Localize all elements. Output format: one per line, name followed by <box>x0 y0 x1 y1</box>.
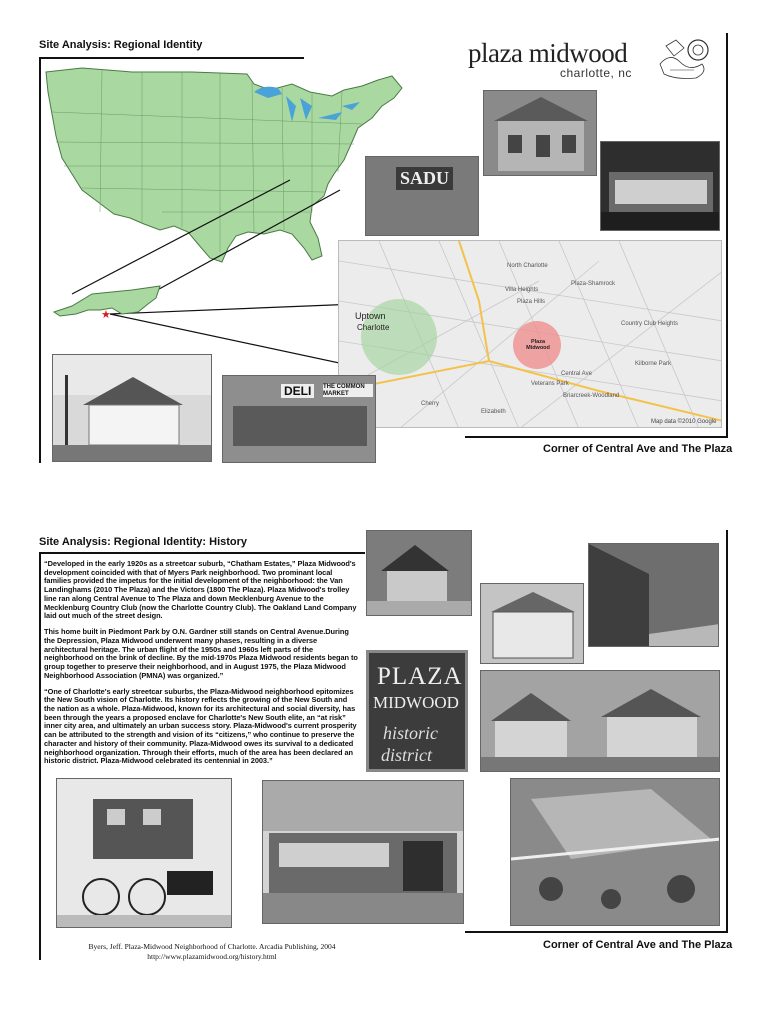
photo-streetcar <box>262 780 464 924</box>
market-sign-text: THE COMMON MARKET <box>323 384 373 397</box>
map-label-kilborne-park: Kilborne Park <box>635 361 672 367</box>
map-label-plaza-hills: Plaza Hills <box>517 299 546 305</box>
history-text <box>44 560 360 773</box>
map-label-briarcreek-woodland: Briarcreek-Woodland <box>563 393 620 399</box>
photo-deli-market <box>222 375 376 463</box>
map-label-cherry: Cherry <box>421 401 440 407</box>
sign-line-historic: historic <box>383 723 439 743</box>
map-label-uptown: Uptown <box>355 311 386 321</box>
photo-horse-carriage <box>56 778 232 928</box>
sign-line-district: district <box>381 745 433 765</box>
photo-aerial-neighborhood <box>510 778 720 926</box>
map-label-plaza-shamrock: Plaza-Shamrock <box>571 281 616 287</box>
map-label-charlotte: Charlotte <box>357 323 390 332</box>
deli-sign-text: DELI <box>281 384 314 398</box>
sadu-sign-text: SADU <box>396 167 453 190</box>
photo-night-storefront <box>600 141 720 231</box>
svg-text:★: ★ <box>101 309 111 320</box>
logo-title: plaza midwood <box>468 38 628 68</box>
history-paragraph-1: “Developed in the early 1920s as a streetcar suburb, “Chatham Estates,” Plaza Midwood's development coincided with that of Myers Park neighborhood. Two prominant local families provided the impetus for the initial development of the neighborhood: the Van Landinghams (2010 The Plaza) and the Victors (1800 The Plaza). Plaza Midwood's trolley line ran along Central Avenue to The Plaza and down Mecklenburg Avenue to the Mecklenburg Country Club (now the Charlotte Country Club). The Oakland Land Company laid out much of the street design. <box>44 559 357 621</box>
photo-sadu-sign <box>365 156 479 236</box>
map-pin-label: Plaza Midwood <box>526 339 550 351</box>
charlotte-street-map <box>338 240 722 428</box>
photo-historic-bungalow <box>366 530 472 616</box>
map-label-country-club-heights: Country Club Heights <box>621 321 679 327</box>
sign-line-plaza: PLAZA <box>377 663 463 690</box>
map-label-elizabeth: Elizabeth <box>481 409 506 415</box>
photo-house-storefront <box>483 90 597 176</box>
page2-caption: Corner of Central Ave and The Plaza <box>543 939 733 951</box>
photo-historic-farmhouse <box>480 583 584 664</box>
page1-caption: Corner of Central Ave and The Plaza <box>543 443 733 455</box>
logo-subtitle: charlotte, nc <box>560 66 632 80</box>
nc-state-map <box>52 284 164 320</box>
page2-bottom-rule <box>465 931 728 933</box>
credit-citation: Byers, Jeff. Plaza-Midwood Neighborhood of Charlotte. Arcadia Publishing, 2004 <box>88 942 336 951</box>
photo-gas-station-house <box>52 354 212 462</box>
source-credit <box>62 942 362 962</box>
history-paragraph-3: “One of Charlotte's early streetcar suburbs, the Plaza-Midwood neighborhood epitomizes the New South vision of Charlotte. Its history reflects the growing of the New South and the nation as a whole. Plaza-Midwood, known for its architectural and social diversity, has been through the years a proposed enclave for Charlotte's New South elite, an “at risk” inner city area, and ultimately an urban success story. Plaza-Midwood's current prosperity can be attributed to the strength and vision of its “citizens,” who continue to preserve the character and history of their community. Plaza-Midwood owes its survival to a dedicated neighborhood organization. Through their efforts, much of the area has been declared an historic district. Plaza-Midwood celebrated its centennial in 2003.” <box>44 686 357 766</box>
photo-street-storefronts <box>588 543 719 647</box>
page2-left-rule <box>39 552 41 960</box>
page2-right-rule <box>726 530 728 932</box>
map-label-north-charlotte: North Charlotte <box>507 263 548 269</box>
map-attribution: Map data ©2010 Google <box>651 419 717 425</box>
page1-title: Site Analysis: Regional Identity <box>39 39 203 51</box>
map-label-central-ave: Central Ave <box>561 371 592 377</box>
map-label-villa-heights: Villa Heights <box>505 287 539 293</box>
sign-line-midwood: MIDWOOD <box>373 693 459 712</box>
photo-plaza-midwood-sign <box>366 650 468 772</box>
page2-title: Site Analysis: Regional Identity: History <box>39 536 248 548</box>
map-label-veterans-park: Veterans Park <box>531 381 569 387</box>
photo-historic-houses-row <box>480 670 720 772</box>
history-paragraph-2: This home built in Piedmont Park by O.N. Gardner still stands on Central Avenue.During the Depression, Plaza Midwood underwent many phases, resulting in a diverse architectural heritage. The urban flight of the 1950s and 1960s left parts of the neighborhood on the brink of decline. By the mid-1970s Plaza Midwood residents began to group together to preserve their neighborhood, and in August 1975, the Plaza Midwood Neighborhood Association (PMNA) was organized.” <box>44 627 358 680</box>
page2-top-rule <box>39 552 365 554</box>
credit-url[interactable]: http://www.plazamidwood.org/history.html <box>147 952 277 962</box>
